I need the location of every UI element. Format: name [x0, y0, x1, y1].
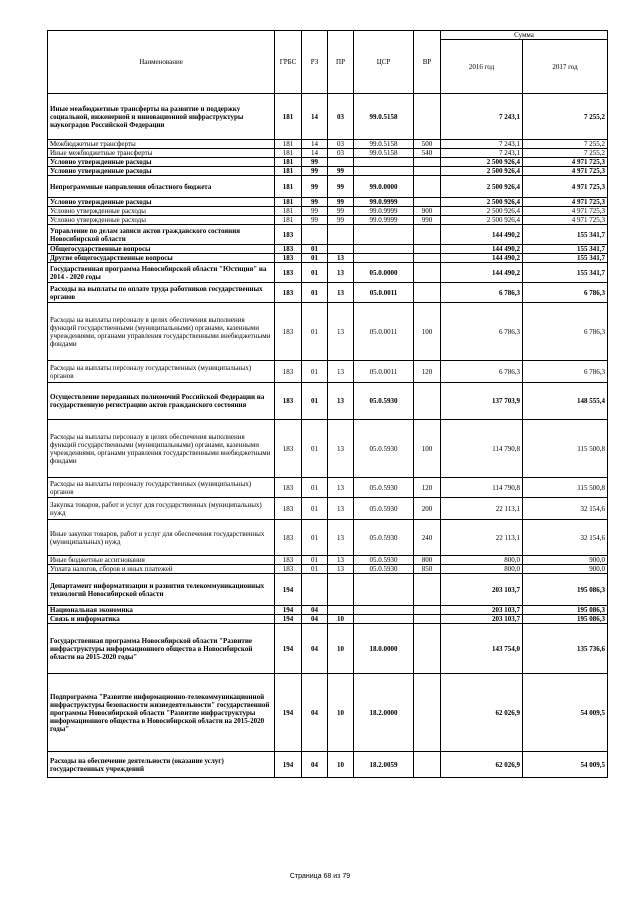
cell-2017: 155 341,7 [523, 254, 608, 263]
cell-2016: 2 500 926,4 [441, 207, 523, 216]
cell-2016: 203 103,7 [441, 615, 523, 624]
cell-2017: 4 971 725,3 [523, 207, 608, 216]
table-row [48, 94, 608, 140]
table-row [48, 158, 608, 167]
cell-vr [414, 674, 441, 752]
cell-2016: 7 243,1 [441, 140, 523, 149]
header-year-2016: 2016 год [441, 40, 523, 94]
cell-grbs: 181 [275, 198, 302, 207]
cell-pr: 13 [328, 254, 354, 263]
cell-vr [414, 574, 441, 606]
cell-2016: 137 703,9 [441, 383, 523, 420]
cell-2016: 7 243,1 [441, 94, 523, 140]
cell-vr [414, 254, 441, 263]
cell-2017: 4 971 725,3 [523, 167, 608, 176]
cell-grbs: 194 [275, 606, 302, 615]
cell-grbs: 194 [275, 674, 302, 752]
cell-name: Иные межбюджетные трансферты [48, 149, 275, 158]
cell-name: Связь и информатика [48, 615, 275, 624]
cell-grbs: 181 [275, 158, 302, 167]
cell-vr [414, 167, 441, 176]
table-row [48, 752, 608, 778]
cell-name: Межбюджетные трансферты [48, 140, 275, 149]
cell-pr: 13 [328, 565, 354, 574]
cell-csr [354, 574, 414, 606]
cell-name: Иные закупки товаров, работ и услуг для обеспечения государственных (муниципальных) нужд [48, 520, 275, 556]
cell-2017: 7 255,2 [523, 94, 608, 140]
cell-pr [328, 606, 354, 615]
cell-vr [414, 245, 441, 254]
budget-table-container [47, 30, 607, 778]
cell-2016: 6 786,3 [441, 283, 523, 303]
cell-2016: 203 103,7 [441, 606, 523, 615]
cell-grbs: 183 [275, 498, 302, 520]
cell-rz [302, 574, 328, 606]
cell-grbs: 181 [275, 207, 302, 216]
cell-grbs: 183 [275, 520, 302, 556]
cell-name: Управление по делам записи актов гражданского состояния Новосибирской области [48, 225, 275, 245]
cell-2016: 7 243,1 [441, 149, 523, 158]
cell-name: Расходы на выплаты по оплате труда работников государственных органов [48, 283, 275, 303]
cell-grbs: 183 [275, 303, 302, 361]
cell-rz: 99 [302, 167, 328, 176]
cell-2017: 148 555,4 [523, 383, 608, 420]
cell-rz [302, 225, 328, 245]
table-row [48, 283, 608, 303]
cell-name: Уплата налогов, сборов и иных платежей [48, 565, 275, 574]
cell-2017: 115 500,8 [523, 478, 608, 498]
cell-csr: 05.0.0011 [354, 303, 414, 361]
table-row [48, 140, 608, 149]
cell-rz: 01 [302, 498, 328, 520]
cell-pr: 99 [328, 216, 354, 225]
cell-rz: 01 [302, 245, 328, 254]
cell-rz: 01 [302, 283, 328, 303]
cell-2016: 6 786,3 [441, 361, 523, 383]
table-row [48, 263, 608, 283]
cell-name: Условно утвержденные расходы [48, 207, 275, 216]
cell-2017: 115 500,8 [523, 420, 608, 478]
cell-2016: 2 500 926,4 [441, 198, 523, 207]
cell-grbs: 181 [275, 176, 302, 198]
cell-2017: 32 154,6 [523, 498, 608, 520]
table-row [48, 420, 608, 478]
cell-2017: 6 786,3 [523, 361, 608, 383]
cell-2016: 22 113,1 [441, 498, 523, 520]
table-row [48, 674, 608, 752]
cell-2017: 54 009,5 [523, 752, 608, 778]
cell-name: Подпрограмма "Развитие информационно-телекоммуникационной инфраструктуры безопасности жизнедеятельности" государственной программы Новосибирской области "Развитие инфраструктуры информационного общества в Новосибирской области на 2015-2020 годы" [48, 674, 275, 752]
cell-2017: 4 971 725,3 [523, 176, 608, 198]
cell-name: Условно утвержденные расходы [48, 158, 275, 167]
cell-vr: 800 [414, 556, 441, 565]
cell-2017: 6 786,3 [523, 283, 608, 303]
cell-2016: 203 103,7 [441, 574, 523, 606]
cell-pr: 10 [328, 624, 354, 674]
cell-vr: 240 [414, 520, 441, 556]
cell-csr: 99.0.9999 [354, 198, 414, 207]
table-row [48, 176, 608, 198]
cell-csr: 05.0.5930 [354, 478, 414, 498]
cell-name: Национальная экономика [48, 606, 275, 615]
table-row [48, 478, 608, 498]
cell-grbs: 183 [275, 283, 302, 303]
table-row [48, 198, 608, 207]
cell-rz: 04 [302, 624, 328, 674]
cell-grbs: 183 [275, 263, 302, 283]
cell-pr: 13 [328, 498, 354, 520]
cell-name: Государственная программа Новосибирской области "Юстиция" на 2014 - 2020 годы [48, 263, 275, 283]
cell-2017: 7 255,2 [523, 140, 608, 149]
cell-grbs: 183 [275, 254, 302, 263]
cell-rz: 04 [302, 615, 328, 624]
cell-2016: 144 490,2 [441, 245, 523, 254]
cell-pr [328, 245, 354, 254]
cell-rz: 04 [302, 606, 328, 615]
header-grbs: ГРБС [275, 31, 302, 94]
cell-name: Департамент информатизации и развития телекоммуникационных технологий Новосибирской области [48, 574, 275, 606]
cell-csr: 05.0.5930 [354, 420, 414, 478]
cell-rz: 01 [302, 565, 328, 574]
cell-2016: 22 113,1 [441, 520, 523, 556]
cell-2017: 54 009,5 [523, 674, 608, 752]
cell-name: Расходы на выплаты персоналу государственных (муниципальных) органов [48, 478, 275, 498]
cell-vr [414, 283, 441, 303]
cell-2016: 6 786,3 [441, 303, 523, 361]
cell-pr: 99 [328, 207, 354, 216]
cell-pr: 13 [328, 263, 354, 283]
cell-name: Расходы на выплаты персоналу в целях обеспечения выполнения функций государственными (муниципальными) органами, казенными учреждениями, органами управления государственными внебюджетными фондами [48, 303, 275, 361]
cell-2017: 155 341,7 [523, 245, 608, 254]
cell-2016: 2 500 926,4 [441, 158, 523, 167]
cell-pr: 13 [328, 361, 354, 383]
header-year-2017: 2017 год [523, 40, 608, 94]
cell-pr: 03 [328, 140, 354, 149]
cell-pr: 10 [328, 752, 354, 778]
cell-rz: 99 [302, 198, 328, 207]
table-row [48, 245, 608, 254]
table-row [48, 520, 608, 556]
cell-vr [414, 263, 441, 283]
cell-name: Закупка товаров, работ и услуг для государственных (муниципальных) нужд [48, 498, 275, 520]
cell-grbs: 181 [275, 149, 302, 158]
cell-2016: 144 490,2 [441, 263, 523, 283]
cell-vr [414, 94, 441, 140]
cell-name: Расходы на выплаты персоналу государственных (муниципальных) органов [48, 361, 275, 383]
cell-csr: 99.0.9999 [354, 207, 414, 216]
cell-rz: 01 [302, 263, 328, 283]
header-vr: ВР [414, 31, 441, 94]
cell-grbs: 181 [275, 216, 302, 225]
cell-csr: 05.0.5930 [354, 383, 414, 420]
cell-2017: 6 786,3 [523, 303, 608, 361]
cell-2016: 2 500 926,4 [441, 176, 523, 198]
cell-csr [354, 167, 414, 176]
cell-vr: 200 [414, 498, 441, 520]
cell-csr: 05.0.0000 [354, 263, 414, 283]
table-row [48, 303, 608, 361]
cell-vr: 100 [414, 303, 441, 361]
cell-grbs: 194 [275, 574, 302, 606]
cell-csr: 05.0.0011 [354, 283, 414, 303]
cell-2017: 155 341,7 [523, 225, 608, 245]
cell-grbs: 183 [275, 556, 302, 565]
cell-grbs: 181 [275, 167, 302, 176]
cell-pr: 10 [328, 674, 354, 752]
cell-pr: 03 [328, 149, 354, 158]
cell-csr: 99.0.5158 [354, 94, 414, 140]
cell-rz: 14 [302, 140, 328, 149]
header-rz: РЗ [302, 31, 328, 94]
cell-pr: 13 [328, 478, 354, 498]
cell-2017: 135 736,6 [523, 624, 608, 674]
cell-rz: 01 [302, 361, 328, 383]
cell-rz: 99 [302, 216, 328, 225]
cell-2017: 195 086,3 [523, 606, 608, 615]
cell-2016: 144 490,2 [441, 254, 523, 263]
table-row [48, 624, 608, 674]
table-row [48, 574, 608, 606]
header-name: Наименование [48, 31, 275, 94]
cell-2016: 144 490,2 [441, 225, 523, 245]
cell-vr: 500 [414, 140, 441, 149]
cell-pr: 03 [328, 94, 354, 140]
cell-vr: 100 [414, 420, 441, 478]
cell-csr: 99.0.9999 [354, 216, 414, 225]
cell-csr [354, 254, 414, 263]
cell-csr: 18.2.0059 [354, 752, 414, 778]
cell-2017: 900,0 [523, 556, 608, 565]
cell-2016: 143 754,0 [441, 624, 523, 674]
cell-name: Непрограммные направления областного бюджета [48, 176, 275, 198]
table-row [48, 565, 608, 574]
cell-grbs: 194 [275, 624, 302, 674]
cell-rz: 04 [302, 674, 328, 752]
cell-vr [414, 615, 441, 624]
cell-vr [414, 383, 441, 420]
cell-2017: 32 154,6 [523, 520, 608, 556]
cell-2017: 7 255,2 [523, 149, 608, 158]
cell-csr: 05.0.5930 [354, 556, 414, 565]
cell-2017: 4 971 725,3 [523, 158, 608, 167]
cell-grbs: 194 [275, 615, 302, 624]
cell-vr: 540 [414, 149, 441, 158]
table-row [48, 254, 608, 263]
cell-pr: 10 [328, 615, 354, 624]
cell-rz: 01 [302, 420, 328, 478]
cell-pr: 99 [328, 167, 354, 176]
cell-2017: 195 086,3 [523, 574, 608, 606]
table-row [48, 207, 608, 216]
table-row [48, 383, 608, 420]
table-row [48, 167, 608, 176]
cell-csr: 05.0.5930 [354, 498, 414, 520]
cell-vr: 850 [414, 565, 441, 574]
table-row [48, 216, 608, 225]
cell-pr: 13 [328, 420, 354, 478]
cell-2016: 2 500 926,4 [441, 216, 523, 225]
cell-grbs: 181 [275, 140, 302, 149]
cell-2016: 114 790,8 [441, 478, 523, 498]
cell-rz: 99 [302, 176, 328, 198]
cell-name: Расходы на выплаты персоналу в целях обеспечения выполнения функций государственными (муниципальными) органами, казенными учреждениями, органами управления государственными внебюджетными фондами [48, 420, 275, 478]
cell-vr: 120 [414, 478, 441, 498]
cell-2016: 2 500 926,4 [441, 167, 523, 176]
cell-csr: 05.0.5930 [354, 565, 414, 574]
cell-grbs: 183 [275, 245, 302, 254]
cell-grbs: 183 [275, 361, 302, 383]
cell-grbs: 181 [275, 94, 302, 140]
cell-vr [414, 158, 441, 167]
page-footer [0, 873, 640, 880]
cell-rz: 01 [302, 520, 328, 556]
cell-csr: 99.0.0000 [354, 176, 414, 198]
cell-2017: 4 971 725,3 [523, 198, 608, 207]
cell-2017: 4 971 725,3 [523, 216, 608, 225]
cell-rz: 01 [302, 556, 328, 565]
cell-rz: 14 [302, 149, 328, 158]
cell-csr: 99.0.5158 [354, 149, 414, 158]
cell-2017: 155 341,7 [523, 263, 608, 283]
cell-vr [414, 624, 441, 674]
table-row [48, 606, 608, 615]
cell-name: Иные межбюджетные трансферты на развитие и поддержку социальной, инженерной и инновационной инфраструктуры наукоградов Российской Федерации [48, 94, 275, 140]
cell-rz: 14 [302, 94, 328, 140]
cell-2016: 800,0 [441, 556, 523, 565]
cell-csr: 05.0.0011 [354, 361, 414, 383]
page-number: Страница 68 из 79 [289, 873, 351, 880]
cell-vr: 120 [414, 361, 441, 383]
cell-pr: 13 [328, 283, 354, 303]
cell-csr: 99.0.5158 [354, 140, 414, 149]
cell-pr: 99 [328, 176, 354, 198]
cell-vr: 900 [414, 207, 441, 216]
cell-grbs: 194 [275, 752, 302, 778]
cell-rz: 01 [302, 303, 328, 361]
cell-pr: 13 [328, 556, 354, 565]
table-row [48, 149, 608, 158]
cell-name: Другие общегосударственные вопросы [48, 254, 275, 263]
cell-vr [414, 176, 441, 198]
cell-2017: 900,0 [523, 565, 608, 574]
cell-csr [354, 606, 414, 615]
cell-name: Расходы на обеспечение деятельности (оказание услуг) государственных учреждений [48, 752, 275, 778]
cell-name: Условно утвержденные расходы [48, 216, 275, 225]
header-csr: ЦСР [354, 31, 414, 94]
cell-grbs: 183 [275, 383, 302, 420]
cell-vr: 990 [414, 216, 441, 225]
cell-rz: 01 [302, 383, 328, 420]
cell-pr [328, 158, 354, 167]
header-pr: ПР [328, 31, 354, 94]
cell-pr: 13 [328, 303, 354, 361]
budget-table [47, 30, 608, 778]
cell-2016: 62 026,9 [441, 752, 523, 778]
cell-vr [414, 752, 441, 778]
cell-rz: 01 [302, 254, 328, 263]
cell-grbs: 183 [275, 478, 302, 498]
cell-name: Условно утвержденные расходы [48, 167, 275, 176]
table-row [48, 225, 608, 245]
table-row [48, 615, 608, 624]
cell-2017: 195 086,3 [523, 615, 608, 624]
cell-2016: 114 790,8 [441, 420, 523, 478]
cell-csr: 18.0.0000 [354, 624, 414, 674]
cell-pr [328, 574, 354, 606]
cell-vr [414, 225, 441, 245]
cell-rz: 99 [302, 207, 328, 216]
cell-pr [328, 225, 354, 245]
cell-2016: 800,0 [441, 565, 523, 574]
table-body [48, 94, 608, 778]
cell-grbs: 183 [275, 225, 302, 245]
cell-csr [354, 615, 414, 624]
table-row [48, 498, 608, 520]
cell-name: Условно утвержденные расходы [48, 198, 275, 207]
cell-name: Иные бюджетные ассигнования [48, 556, 275, 565]
cell-grbs: 183 [275, 565, 302, 574]
header-sum: Сумма [441, 31, 608, 40]
cell-csr: 18.2.0000 [354, 674, 414, 752]
cell-vr [414, 198, 441, 207]
cell-csr [354, 225, 414, 245]
cell-csr: 05.0.5930 [354, 520, 414, 556]
cell-grbs: 183 [275, 420, 302, 478]
cell-csr [354, 158, 414, 167]
cell-rz: 99 [302, 158, 328, 167]
table-row [48, 556, 608, 565]
cell-rz: 01 [302, 478, 328, 498]
cell-vr [414, 606, 441, 615]
cell-name: Государственная программа Новосибирской области "Развитие инфраструктуры информационного общества в Новосибирской области на 2015-2020 годы" [48, 624, 275, 674]
cell-csr [354, 245, 414, 254]
cell-name: Осуществление переданных полномочий Российской Федерации на государственную регистрацию актов гражданского состояния [48, 383, 275, 420]
cell-name: Общегосударственные вопросы [48, 245, 275, 254]
cell-2016: 62 026,9 [441, 674, 523, 752]
cell-pr: 13 [328, 383, 354, 420]
table-row [48, 361, 608, 383]
cell-pr: 13 [328, 520, 354, 556]
cell-pr: 99 [328, 198, 354, 207]
cell-rz: 04 [302, 752, 328, 778]
